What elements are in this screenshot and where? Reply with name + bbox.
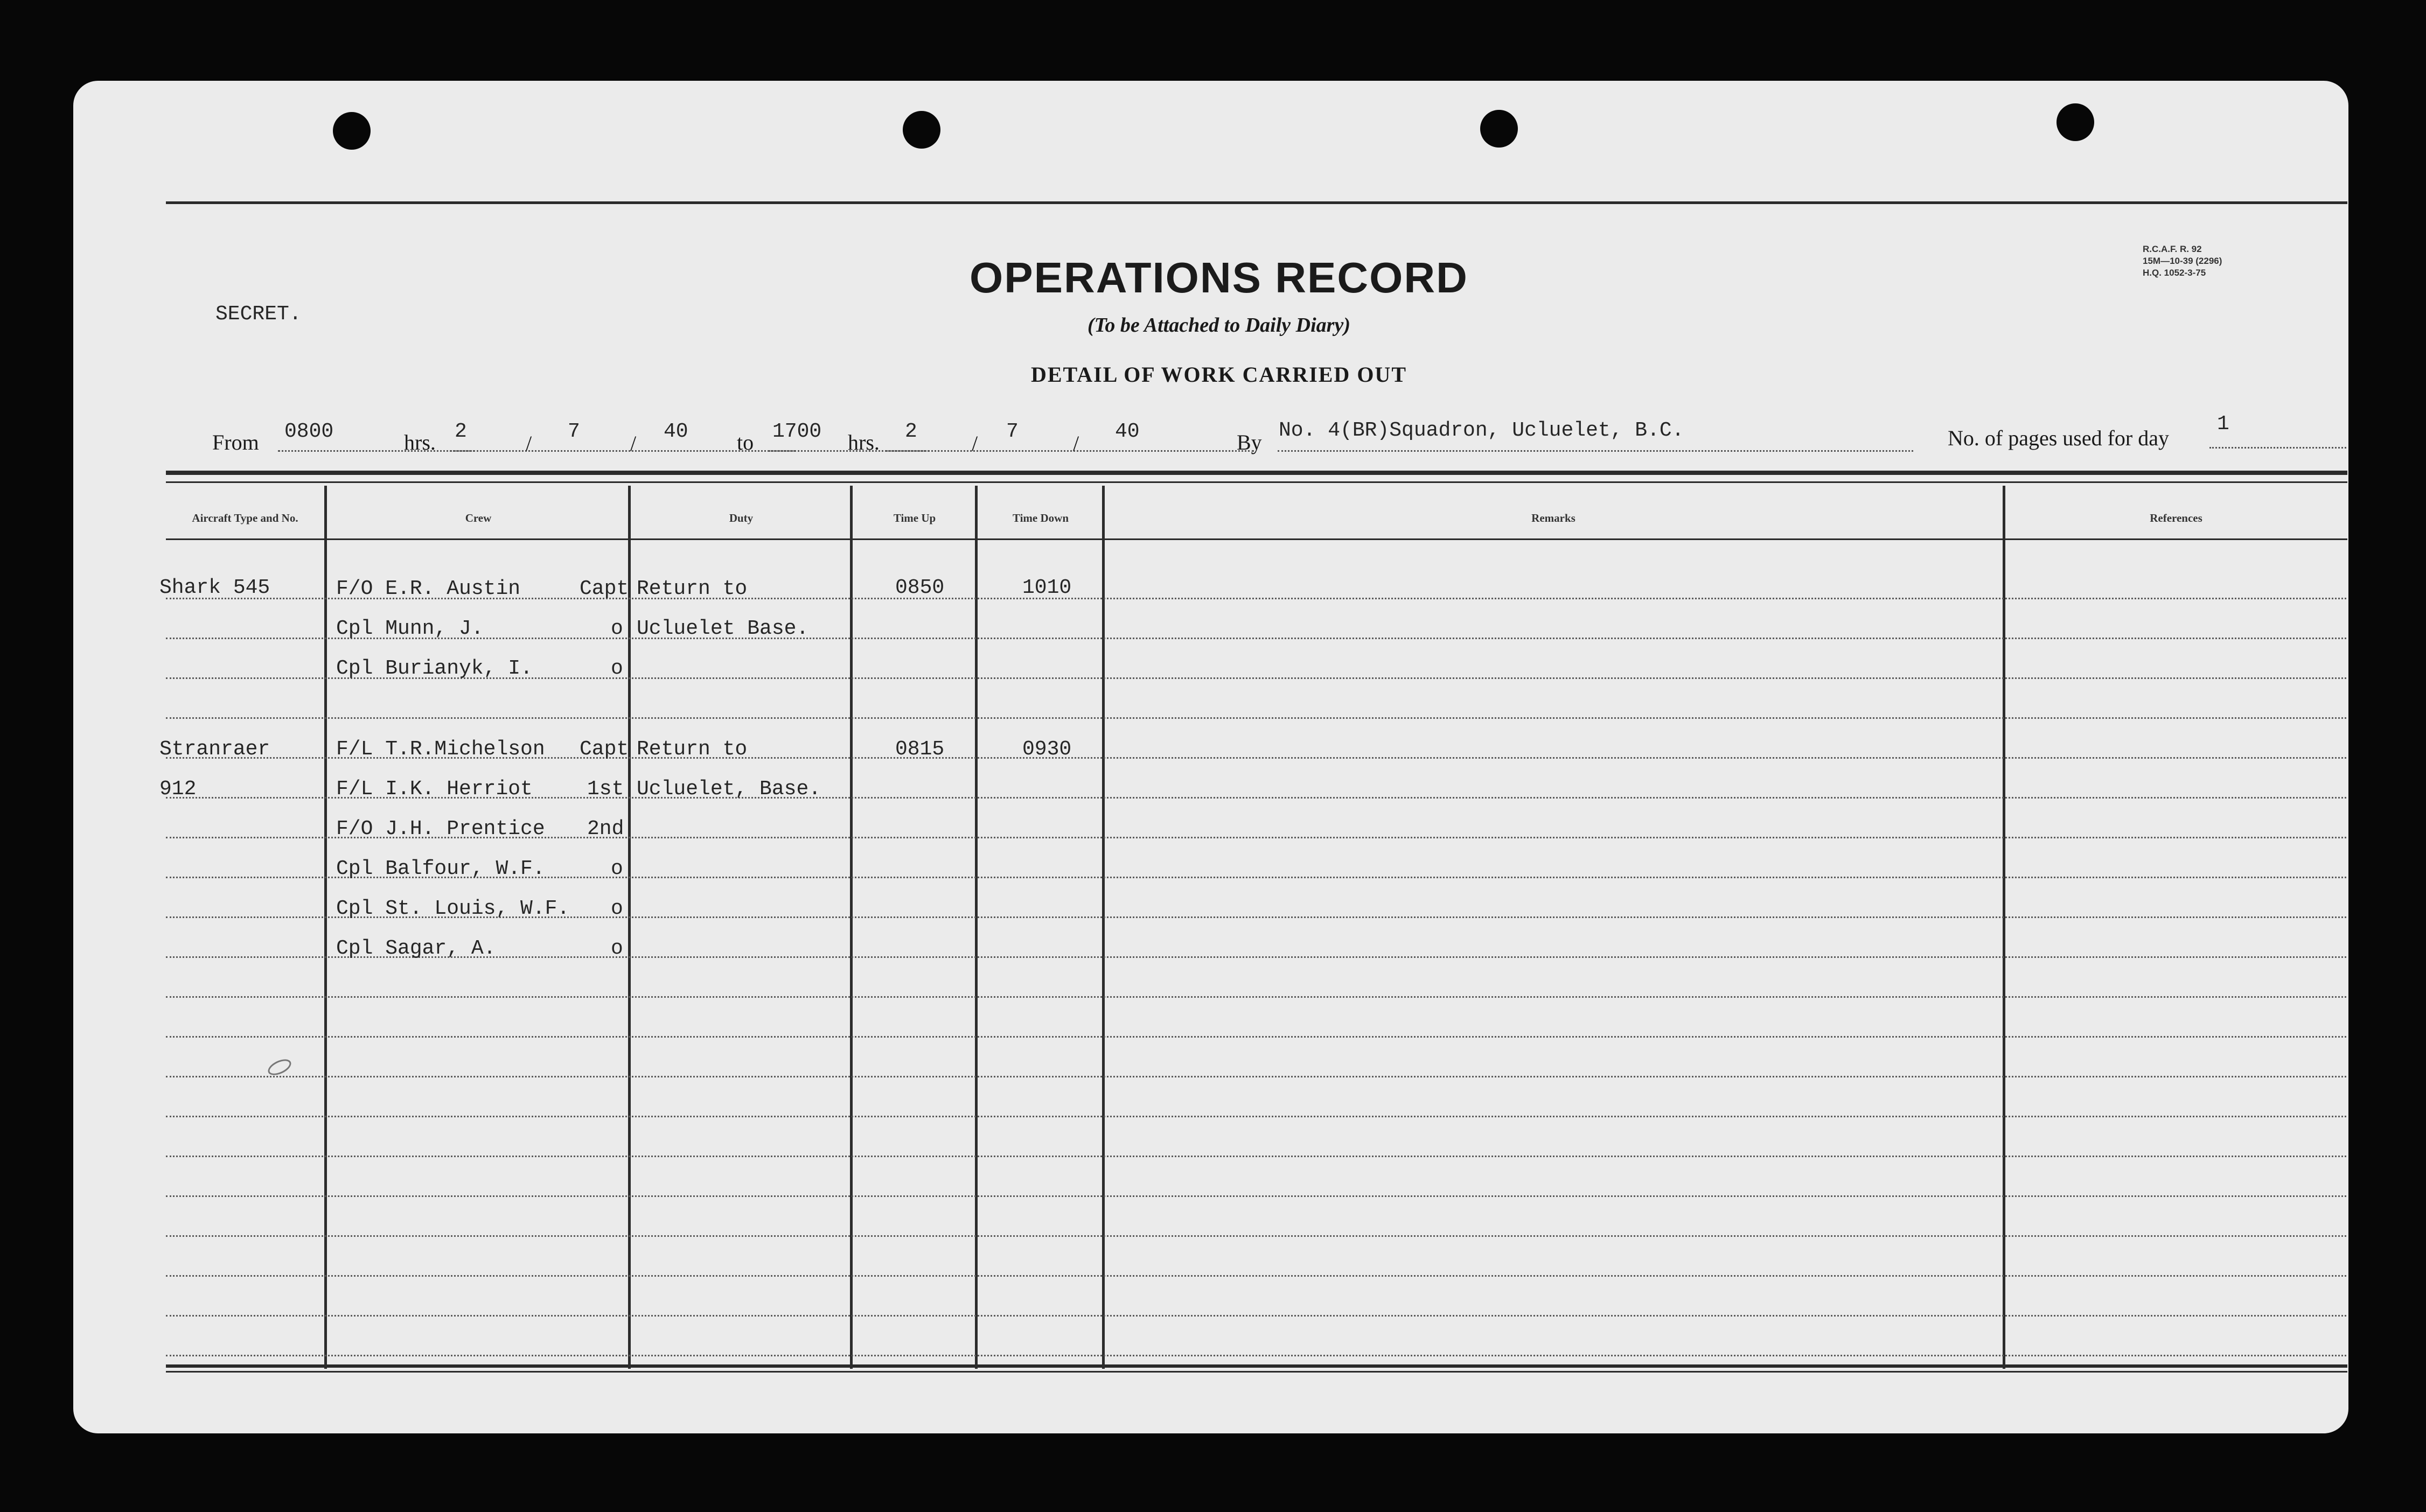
time-down: 1010	[1022, 576, 1072, 599]
crew-role: o	[611, 937, 623, 960]
crew-role: o	[611, 897, 623, 920]
crew-name: F/O E.R. Austin	[336, 577, 521, 600]
aircraft-type: Shark 545	[159, 576, 270, 599]
col-remarks: Remarks	[1531, 512, 1575, 524]
crew-name: F/L I.K. Herriot	[336, 778, 533, 801]
duty-line: Return to	[637, 738, 748, 761]
from-day: 2	[455, 420, 467, 443]
duty-line: Ucluelet Base.	[637, 617, 809, 640]
crew-name: Cpl Burianyk, I.	[336, 657, 533, 680]
crew-role: o	[611, 857, 623, 880]
table-top-rule	[166, 471, 2347, 475]
form-heading: DETAIL OF WORK CARRIED OUT	[1030, 362, 1407, 387]
binder-hole	[333, 112, 371, 150]
top-rule	[166, 201, 2347, 204]
crew-name: F/O J.H. Prentice	[336, 817, 545, 841]
to-month: 7	[1006, 420, 1019, 443]
pages-label: No. of pages used for day	[1948, 426, 2169, 450]
record-sheet: SECRET. OPERATIONS RECORD (To be Attached to Daily Diary) DETAIL OF WORK CARRIED OUT R.C.A.F. R. 92 15M—10-39 (2296) H.Q. 1052-3-75 From 0800 hrs. 2 / 7 / 40 to 1700 hrs. 2 / 7 / 40 By No. 4(BR)Squadron, Ucluelet, B.C. No. of pages used for day 1 Aircraft Type and No. Crew Duty Time Up Time Down Remarks References Shark 545 F/O E.R. Austin Capt Cpl Munn, J. o Cpl Burianyk, I. o Return to Ucluelet Base. 0850 1010 Stranraer 912 F/L T.R.Michelson Capt F/L I.K. Herriot 1st F/O J.H. Prentice 2nd Cpl Balfour, W.F. o Cpl St. Louis, W.F. o Cpl Sagar, A. o Return to Ucluelet, Base. 0815 0930	[73, 81, 2348, 1433]
form-title: OPERATIONS RECORD	[970, 254, 1468, 302]
binder-hole	[2056, 103, 2094, 141]
binder-hole	[903, 111, 940, 149]
pages-count: 1	[2217, 412, 2229, 436]
crew-role: o	[611, 617, 623, 640]
to-day: 2	[905, 420, 917, 443]
to-label: to	[737, 430, 754, 454]
crew-role: Capt	[580, 738, 629, 761]
ink-mark	[266, 1056, 294, 1078]
table-bottom-rule	[166, 1364, 2347, 1368]
duty-line: Return to	[637, 577, 748, 600]
crew-name: Cpl Sagar, A.	[336, 937, 496, 960]
to-year: 40	[1115, 420, 1140, 443]
crew-name: Cpl Balfour, W.F.	[336, 857, 545, 880]
hrs-label: hrs.	[404, 430, 436, 454]
crew-name: Cpl Munn, J.	[336, 617, 484, 640]
form-subtitle: (To be Attached to Daily Diary)	[1087, 314, 1350, 337]
crew-role: o	[611, 657, 623, 680]
from-time: 0800	[284, 420, 334, 443]
by-label: By	[1237, 430, 1262, 454]
col-crew: Crew	[465, 512, 492, 524]
squadron-unit: No. 4(BR)Squadron, Ucluelet, B.C.	[1279, 419, 1684, 442]
col-references: References	[2150, 512, 2202, 524]
crew-role: 2nd	[587, 817, 624, 841]
form-code: R.C.A.F. R. 92 15M—10-39 (2296) H.Q. 1052-3-75	[2143, 244, 2222, 278]
crew-role: 1st	[587, 778, 624, 801]
aircraft-number: 912	[159, 778, 197, 801]
aircraft-type: Stranraer	[159, 738, 270, 761]
col-time-up: Time Up	[893, 512, 936, 524]
from-month: 7	[568, 420, 580, 443]
time-down: 0930	[1022, 738, 1072, 761]
duty-line: Ucluelet, Base.	[637, 778, 821, 801]
header-rule	[166, 538, 2347, 540]
from-label: From	[212, 430, 259, 454]
classification-mark: SECRET.	[215, 303, 302, 326]
crew-name: Cpl St. Louis, W.F.	[336, 897, 570, 920]
crew-role: Capt	[580, 577, 629, 600]
col-duty: Duty	[729, 512, 754, 524]
binder-hole	[1480, 110, 1518, 148]
to-time: 1700	[772, 420, 822, 443]
col-time-down: Time Down	[1012, 512, 1069, 524]
time-up: 0815	[895, 738, 945, 761]
col-aircraft: Aircraft Type and No.	[192, 512, 298, 524]
crew-name: F/L T.R.Michelson	[336, 738, 545, 761]
time-up: 0850	[895, 576, 945, 599]
from-year: 40	[664, 420, 688, 443]
